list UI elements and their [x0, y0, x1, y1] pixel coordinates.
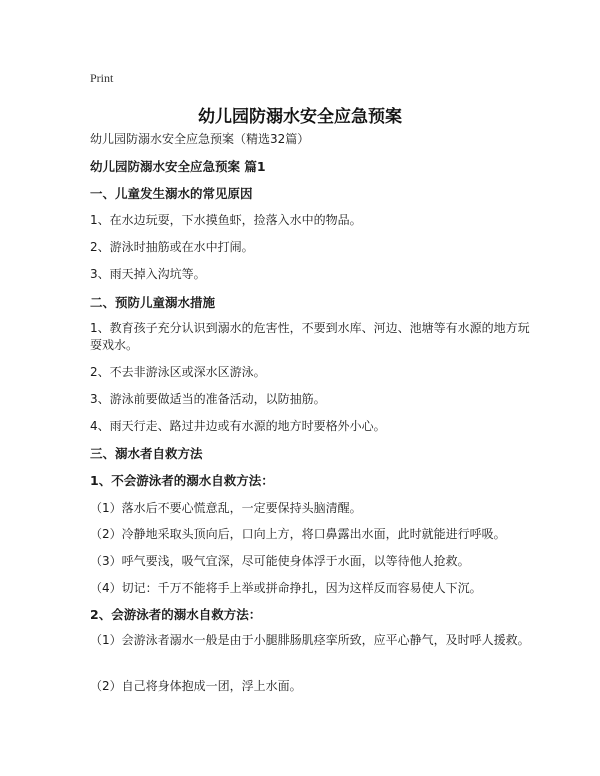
- part3-sub1-item: （4）切记：千万不能将手上举或拼命挣扎，因为这样反而容易使人下沉。: [90, 581, 482, 595]
- page-title: 幼儿园防溺水安全应急预案: [198, 107, 402, 127]
- print-link[interactable]: Print: [90, 71, 114, 85]
- part3-sub1-item: （3）呼气要浅，吸气宜深，尽可能使身体浮于水面，以等待他人抢救。: [90, 554, 470, 568]
- part2-item: 3、游泳前要做适当的准备活动，以防抽筋。: [90, 392, 326, 406]
- document-subtitle: 幼儿园防溺水安全应急预案（精选32篇）: [90, 132, 310, 146]
- part3-sub2-heading: 2、会游泳者的溺水自救方法：: [90, 607, 262, 622]
- section-title: 幼儿园防溺水安全应急预案 篇1: [90, 159, 266, 174]
- part2-item: 2、不去非游泳区或深水区游泳。: [90, 365, 266, 379]
- part3-sub1-item: （1）落水后不要心慌意乱，一定要保持头脑清醒。: [90, 501, 362, 515]
- part3-sub2-item: （1）会游泳者溺水一般是由于小腿腓肠肌痉挛所致，应平心静气，及时呼人援救。: [90, 633, 530, 647]
- part3-sub2-item: （2）自己将身体抱成一团，浮上水面。: [90, 679, 302, 693]
- part2-item: 4、雨天行走、路过井边或有水源的地方时要格外小心。: [90, 419, 386, 433]
- part3-sub1-item: （2）冷静地采取头顶向后，口向上方，将口鼻露出水面，此时就能进行呼吸。: [90, 527, 506, 541]
- part1-item: 2、游泳时抽筋或在水中打闹。: [90, 240, 254, 254]
- part1-item: 1、在水边玩耍，下水摸鱼虾，捡落入水中的物品。: [90, 213, 362, 227]
- part1-heading: 一、儿童发生溺水的常见原因: [90, 186, 253, 201]
- part2-heading: 二、预防儿童溺水措施: [90, 295, 216, 310]
- part3-sub1-heading: 1、不会游泳者的溺水自救方法：: [90, 473, 274, 488]
- part1-item: 3、雨天掉入沟坑等。: [90, 267, 206, 281]
- part3-heading: 三、溺水者自救方法: [90, 446, 203, 461]
- part2-item: 1、教育孩子充分认识到溺水的危害性，不要到水库、河边、池塘等有水源的地方玩耍戏水。: [90, 321, 530, 352]
